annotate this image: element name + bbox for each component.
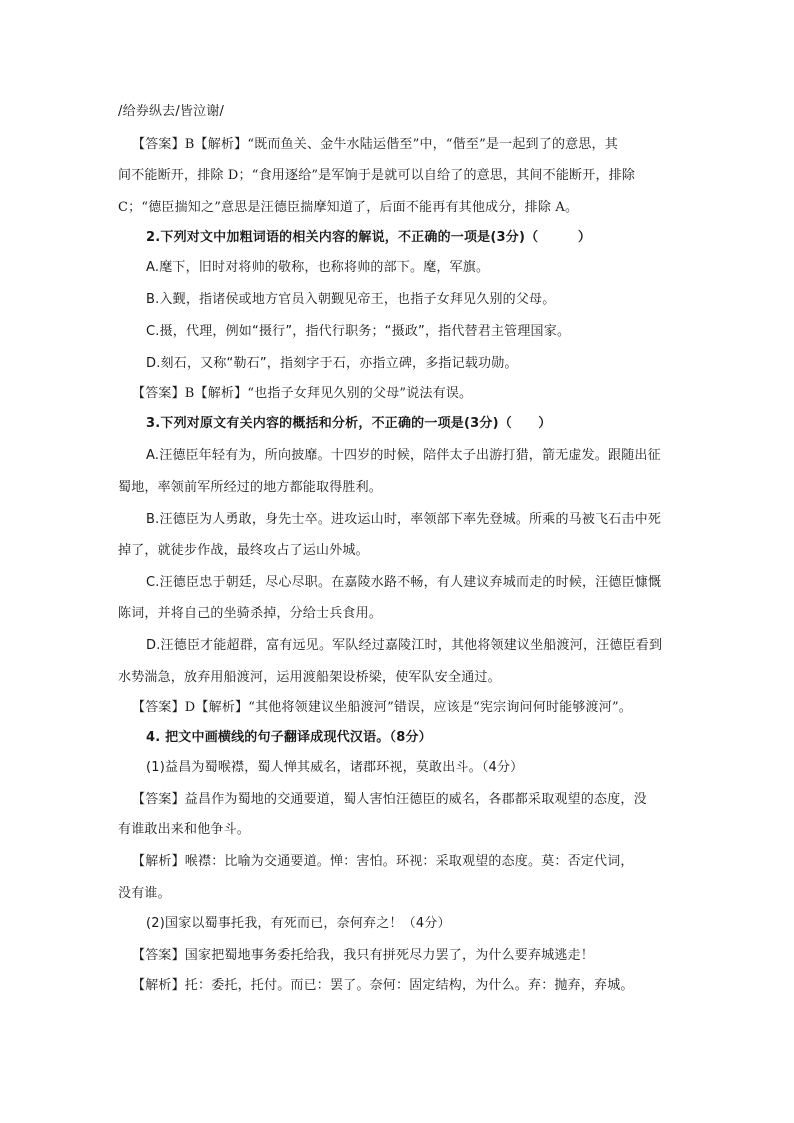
option-a: A.汪德臣年轻有为，所向披靡。十四岁的时候，陪伴太子出游打猎，箭无虚发。跟随出征	[146, 448, 661, 463]
option-d: D.刻石，又称“勒石”，指刻字于石，亦指立碑，多指记载功勋。	[146, 356, 518, 371]
option-a-cont: 蜀地，率领前军所经过的地方都能取得胜利。	[118, 480, 383, 495]
answer-line: C；“德臣揣知之”意思是汪德臣揣摩知道了，后面不能再有其他成分，排除 A。	[118, 200, 579, 215]
answer-line: 【答案】B【解析】“既而鱼关、金牛水陆运偕至”中，“偕至”是一起到了的意思，其	[132, 137, 618, 152]
option-c: C.汪德臣忠于朝廷，尽心尽职。在嘉陵水路不畅，有人建议弃城而走的时候，汪德臣慷慨	[146, 575, 662, 590]
sub-question-2: (2)国家以蜀事托我，有死而已，奈何弃之！（4分）	[146, 916, 451, 931]
answer-line: 有谁敢出来和他争斗。	[118, 822, 251, 837]
text-line: /给券纵去/皆泣谢/	[118, 104, 225, 119]
option-d-cont: 水势湍急，放弃用船渡河，运用渡船架设桥梁，使军队安全通过。	[118, 670, 501, 685]
question-3-title: 3.下列对原文有关内容的概括和分析，不正确的一项是(3分)（ ）	[146, 416, 552, 431]
option-b: B.入觐，指诸侯或地方官员入朝觐见帝王，也指子女拜见久别的父母。	[146, 292, 556, 307]
question-2-title: 2.下列对文中加粗词语的相关内容的解说，不正确的一项是(3分)（ ）	[146, 230, 592, 245]
analysis-line: 【解析】喉襟：比喻为交通要道。惮：害怕。环视：采取观望的态度。莫：否定代词，	[132, 854, 634, 869]
option-c-cont: 陈词，并将自己的坐骑杀掉，分给士兵食用。	[118, 606, 383, 621]
option-b-cont: 掉了，就徒步作战，最终攻占了运山外城。	[118, 543, 369, 558]
analysis-line: 【解析】托：委托，托付。而已：罢了。奈何：固定结构，为什么。弃：抛弃，弃城。	[132, 978, 634, 993]
answer-line: 【答案】国家把蜀地事务委托给我，我只有拼死尽力罢了，为什么要弃城逃走！	[132, 948, 595, 963]
analysis-line: 没有谁。	[118, 886, 171, 901]
option-b: B.汪德臣为人勇敢，身先士卒。进攻运山时，率领部下率先登城。所乘的马被飞石击中死	[146, 512, 662, 527]
answer-line: 【答案】B【解析】“也指子女拜见久别的父母”说法有误。	[132, 386, 473, 401]
answer-line: 【答案】益昌作为蜀地的交通要道，蜀人害怕汪德臣的威名，各郡都采取观望的态度，没	[132, 792, 647, 807]
sub-question-1: (1)益昌为蜀喉襟，蜀人惮其威名，诸郡环视，莫敢出斗。（4分）	[146, 760, 524, 775]
option-c: C.摄，代理，例如“摄行”，指代行职务；“摄政”，指代替君主管理国家。	[146, 324, 571, 339]
answer-line: 间不能断开，排除 D；“食用逐给”是军饷于是就可以自给了的意思，其间不能断开，排除	[118, 168, 636, 183]
option-d: D.汪德臣才能超群，富有远见。军队经过嘉陵江时，其他将领建议坐船渡河，汪德臣看到	[146, 638, 663, 653]
answer-line: 【答案】D【解析】“其他将领建议坐船渡河”错误，应该是“宪宗询问何时能够渡河”。	[132, 700, 633, 715]
question-4-title: 4. 把文中画横线的句子翻译成现代汉语。（8分）	[146, 730, 432, 745]
option-a: A.麾下，旧时对将帅的敬称，也称将帅的部下。麾，军旗。	[146, 260, 490, 275]
